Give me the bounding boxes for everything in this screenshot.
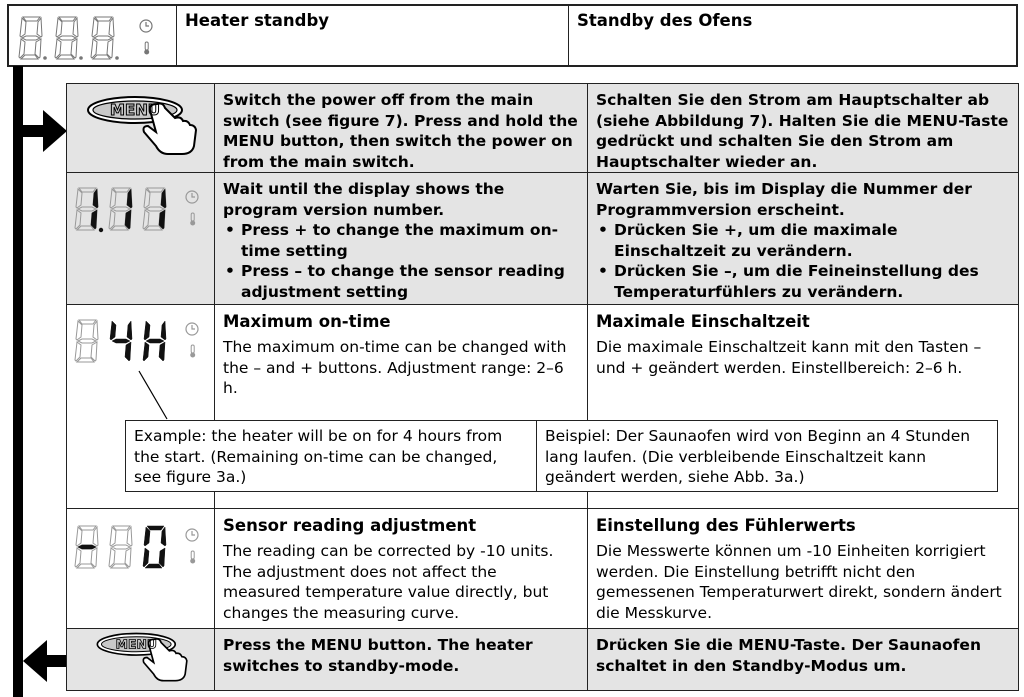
thermometer-icon <box>144 42 149 55</box>
step-row-power <box>67 84 1018 173</box>
header-row <box>7 4 1018 67</box>
version-intro-en: Wait until the display shows the program version number. <box>223 180 505 219</box>
step-text-en: Press the MENU button. The heater switches to standby-mode. <box>215 629 588 690</box>
step-text-de: Schalten Sie den Strom am Hauptschalter ab (siehe Abbildung 7). Halten Sie die MENU-Taste gedrückt und schalten Sie den Strom am Hauptschalter wieder an. <box>596 91 1009 171</box>
led-digit <box>91 17 114 59</box>
icon-cell <box>67 509 215 628</box>
step-text-en <box>215 509 588 628</box>
version-bullets-de <box>596 220 1010 302</box>
version-intro-de: Warten Sie, bis im Display die Nummer der Programmversion erscheint. <box>596 180 972 219</box>
bullet: • Press – to change the sensor reading adjustment setting <box>223 261 579 302</box>
menu-label: MENU <box>110 101 160 119</box>
step-row-sensor-adjust <box>67 509 1018 629</box>
step-row-standby <box>67 629 1018 690</box>
menu-button-icon <box>85 94 200 164</box>
led-digit <box>19 17 42 59</box>
led-digit <box>55 17 78 59</box>
step-row-version <box>67 173 1018 305</box>
max-on-time-text-en: The maximum on-time can be changed with the – and + buttons. Adjustment range: 2–6 h. <box>223 338 567 397</box>
led-display <box>17 14 167 62</box>
sensor-text-de: Die Messwerte können um -10 Einheiten korrigiert werden. Die Einstellung betrifft nicht den gemessenen Temperaturwert direkt, sondern ändert die Messkurve. <box>596 542 1002 622</box>
version-bullets-en <box>223 220 579 302</box>
sensor-title-de: Einstellung des Fühlerwerts <box>596 516 856 535</box>
step-text-en: Switch the power off from the main switch (see figure 7). Press and hold the MENU button, then switch the power on from the main switch. <box>215 84 588 172</box>
clock-icon <box>140 20 152 32</box>
header-title-en: Heater standby <box>185 11 330 30</box>
icon-cell <box>67 173 215 304</box>
arrow-left-icon <box>23 640 71 684</box>
led-display-4h <box>73 317 213 367</box>
step-text-de: Drücken Sie die MENU-Taste. Der Saunaofen schaltet in den Standby-Modus um. <box>596 636 981 675</box>
max-on-time-text-de: Die maximale Einschaltzeit kann mit den Tasten – und + geändert werden. Einstellbereich: 2–6 h. <box>596 338 982 377</box>
steps-table <box>66 83 1019 691</box>
menu-label: MENU <box>115 636 157 652</box>
header-display-cell <box>9 6 177 65</box>
example-note-de: Beispiel: Der Saunaofen wird von Beginn an 4 Stunden lang laufen. (Die verbleibende Einschaltzeit kann geändert werden, siehe Abb. 3a.) <box>545 427 971 486</box>
sensor-text-en: The reading can be corrected by -10 units. The adjustment does not affect the measured temperature value directly, but changes the measuring curve. <box>223 542 554 622</box>
header-title-de-cell <box>569 6 1016 65</box>
icon-cell <box>67 629 215 690</box>
pointer-line <box>137 369 171 421</box>
bullet: • Press + to change the maximum on-time setting <box>223 220 579 261</box>
example-note <box>125 420 998 492</box>
icon-cell <box>67 84 215 172</box>
flow-line <box>13 66 23 697</box>
max-on-time-title-en: Maximum on-time <box>223 312 391 331</box>
sensor-title-en: Sensor reading adjustment <box>223 516 477 535</box>
bullet: • Drücken Sie +, um die maximale Einschaltzeit zu verändern. <box>596 220 1010 261</box>
step-text-en <box>215 173 588 304</box>
header-title-en-cell <box>177 6 569 65</box>
step-text-de <box>588 509 1018 628</box>
menu-button-icon <box>85 631 200 689</box>
led-display-minus-zero <box>73 523 213 573</box>
arrow-right-icon <box>13 110 69 154</box>
example-note-en: Example: the heater will be on for 4 hours from the start. (Remaining on-time can be changed, see figure 3a.) <box>126 421 537 491</box>
max-on-time-title-de: Maximale Einschaltzeit <box>596 312 810 331</box>
header-title-de: Standby des Ofens <box>577 11 753 30</box>
bullet: • Drücken Sie –, um die Feineinstellung des Temperaturfühlers zu verändern. <box>596 261 1010 302</box>
led-display-version <box>73 185 213 235</box>
step-text-de <box>588 173 1018 304</box>
